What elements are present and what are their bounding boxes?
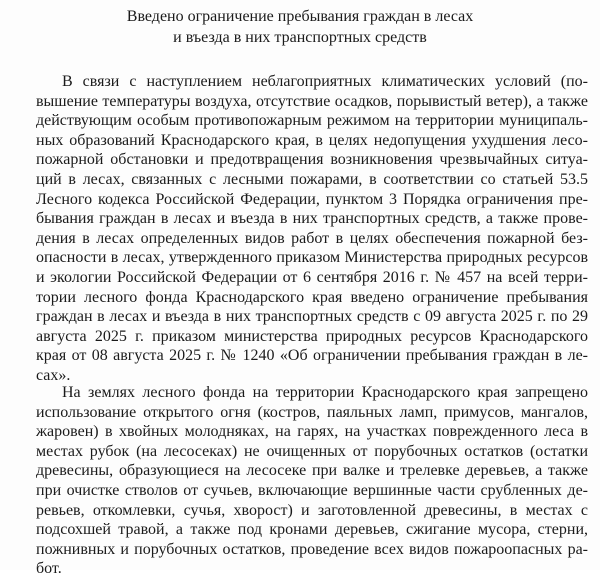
title-line: и въезда в них транспортных средств	[173, 29, 427, 46]
text-line: при очистке стволов от сучьев, включающие вершинные части срубленных де-	[36, 481, 588, 499]
text-line: края от 08 августа 2025 г. № 1240 «Об ограничении пребывания граждан в ле-	[36, 347, 588, 365]
text-line: ревьев, откомлевки, сучья, хворост) и заготовленной древесины, в местах с	[36, 501, 588, 519]
text-line: опасности в лесах, утвержденного приказом Министерства природных ресурсов	[36, 249, 588, 267]
title-line: Введено ограничение пребывания граждан в лесах	[126, 8, 474, 25]
text-line: жаровен) в хвойных молодняках, на гарях, на участках поврежденного леса в	[36, 423, 588, 441]
text-line: дения в лесах определенных видов работ в целях обеспечения пожарной без-	[36, 229, 588, 247]
paragraph-restriction-notice	[36, 72, 588, 386]
text-line: использование открытого огня (костров, паяльных ламп, примусов, мангалов,	[36, 403, 588, 421]
text-line: ций в лесах, связанных с лесными пожарами, в соответствии со статьей 53.5	[36, 170, 588, 188]
text-line: бывания граждан в лесах и въезда в них транспортных средств, а также прове-	[36, 210, 588, 228]
text-line: местах рубок (на лесосеках) не очищенных от порубочных остатков (остатки	[36, 442, 588, 460]
text-line: бот.	[36, 560, 62, 578]
text-line: подсохшей травой, а также под кронами деревьев, сжигание мусора, стерни,	[36, 521, 588, 539]
text-line: Лесного кодекса Российской Федерации, пунктом 3 Порядка ограничения пре-	[36, 190, 588, 208]
text-line: сах».	[36, 366, 71, 384]
paragraph-fire-ban	[36, 383, 588, 579]
text-line: граждан в лесах и въезда в них транспортных средств с 09 августа 2025 г. по 29	[36, 308, 588, 326]
text-line: пожнивных и порубочных остатков, проведение всех видов пожароопасных ра-	[36, 540, 588, 558]
text-line: ных образований Краснодарского края, в целях недопущения ухудшения лесо-	[36, 131, 588, 149]
text-line: древесины, образующиеся на лесосеке при валке и трелевке деревьев, а также	[36, 462, 588, 480]
text-line: На землях лесного фонда на территории Краснодарского края запрещено	[62, 384, 588, 401]
text-line: вышение температуры воздуха, отсутствие осадков, порывистый ветер), а также	[36, 92, 588, 110]
document-title	[0, 6, 600, 48]
text-line: и экологии Российской Федерации от 6 сентября 2016 г. № 457 на всей терри-	[36, 268, 588, 286]
text-line: пожарной обстановки и предотвращения возникновения чрезвычайных ситуа-	[36, 151, 588, 169]
text-line: В связи с наступлением неблагоприятных климатических условий (по-	[62, 73, 588, 90]
text-line: августа 2025 г. приказом министерства природных ресурсов Краснодарского	[36, 327, 588, 345]
text-line: действующим особым противопожарным режимом на территории муниципаль-	[36, 112, 588, 130]
text-line: тории лесного фонда Краснодарского края введено ограничение пребывания	[36, 288, 588, 306]
